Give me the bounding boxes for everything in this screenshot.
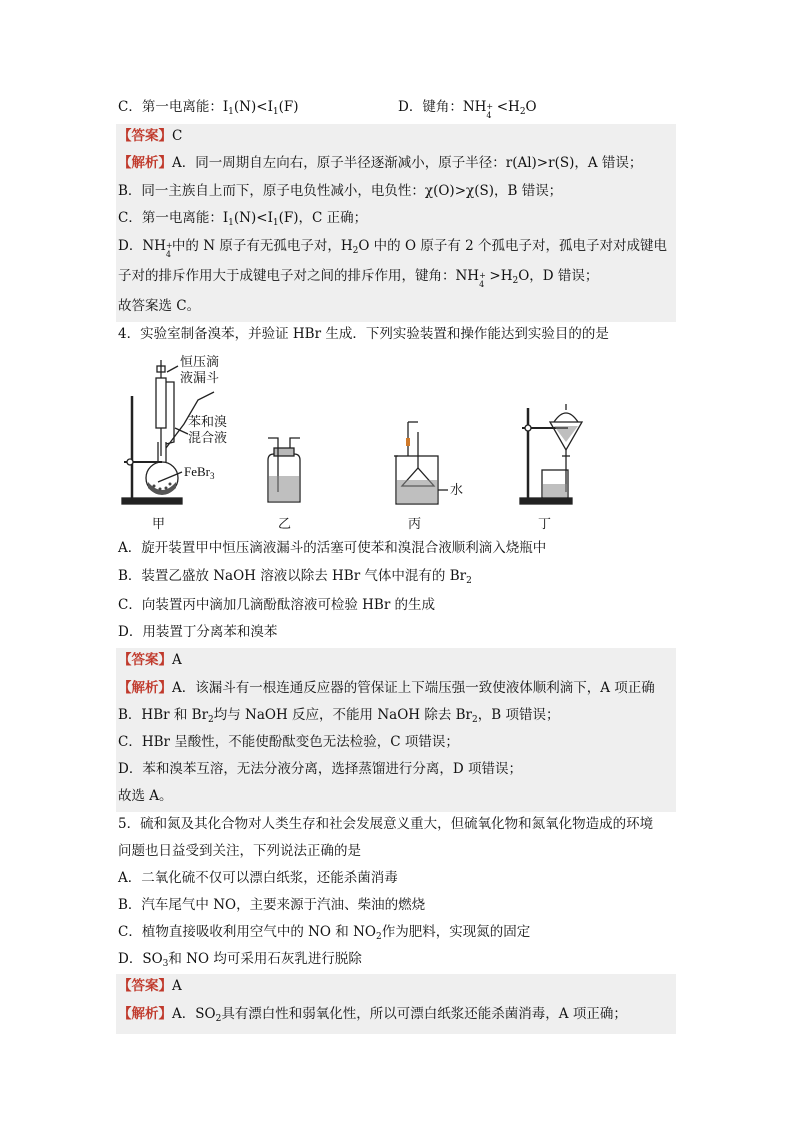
q3-analysis-b: B．同一主族自上而下，原子电负性减小，电负性：χ(O)>χ(S)，B 错误； — [118, 183, 563, 199]
q4-analysis-c: C．HBr 呈酸性，不能使酚酞变色无法检验，C 项错误； — [118, 734, 459, 750]
q5-stem-line2: 问题也日益受到关注，下列说法正确的是 — [118, 843, 361, 859]
label-water: 水 — [450, 482, 464, 497]
caption-yi: 乙 — [278, 516, 292, 531]
q5-analysis-a: 【解析】A．$SO_2$具有漂白性和弱氧化性，所以可漂白纸浆还能杀菌消毒，A 项正确； — [118, 1006, 627, 1024]
q5-option-d: D．$SO_3$和 NO 均可采用石灰乳进行脱除 — [118, 951, 362, 969]
q4-analysis-d: D．苯和溴苯互溶，无法分液分离，选择蒸馏进行分离，D 项错误； — [118, 761, 522, 777]
q5-option-c: C．植物直接吸收利用空气中的 NO 和 $NO_2$作为肥料，实现氮的固定 — [118, 924, 531, 942]
q4-answer-block — [116, 648, 676, 812]
caption-jia: 甲 — [152, 516, 166, 531]
label-mixture-line1: 苯和溴 — [188, 414, 228, 429]
q4-stem: 4．实验室制备溴苯，并验证 HBr 生成．下列实验装置和操作能达到实验目的的是 — [118, 326, 609, 342]
q3-analysis-c: C．第一电离能：$I_1(N)<I_1(F)$，C 正确； — [118, 210, 368, 228]
q3-option-c: C．第一电离能：$I_1(N)<I_1(F)$ — [118, 99, 299, 117]
apparatus-drawing — [118, 352, 678, 534]
q5-answer: 【答案】A — [118, 978, 182, 994]
q4-analysis-b: B．HBr 和 $Br_2$均与 NaOH 反应，不能用 NaOH 除去 $Br_2$，B 项错误； — [118, 707, 560, 725]
q4-conclusion: 故选 A。 — [118, 788, 173, 804]
label-mixture-line2: 混合液 — [188, 430, 228, 445]
q4-option-a: A．旋开装置甲中恒压滴液漏斗的活塞可使苯和溴混合液顺利滴入烧瓶中 — [118, 540, 547, 556]
q3-analysis-a: 【解析】A．同一周期自左向右，原子半径逐渐减小，原子半径：r(Al)>r(S)，A 错误； — [118, 155, 643, 171]
q3-analysis-d2: 子对的排斥作用大于成键电子对之间的排斥作用，键角：NH + 4 $>H_2O$，D 错误； — [118, 268, 599, 289]
q3-analysis-d1: D．NH + 4 中的 N 原子有无孤电子对，$H_2O$ 中的 O 原子有 2 个孤电子对，孤电子对对成键电 — [118, 238, 668, 259]
q5-option-a: A．二氧化硫不仅可以漂白纸浆，还能杀菌消毒 — [118, 870, 398, 886]
q4-answer: 【答案】A — [118, 652, 182, 668]
label-funnel-line2: 液漏斗 — [180, 370, 220, 385]
q4-option-b: B．装置乙盛放 NaOH 溶液以除去 HBr 气体中混有的 $Br_2$ — [118, 568, 472, 586]
q4-option-d: D．用装置丁分离苯和溴苯 — [118, 624, 278, 640]
q4-option-c: C．向装置丙中滴加几滴酚酞溶液可检验 HBr 的生成 — [118, 597, 436, 613]
caption-ding: 丁 — [538, 516, 552, 531]
q5-stem-line1: 5．硫和氮及其化合物对人类生存和社会发展意义重大，但硫氧化物和氮氧化物造成的环境 — [118, 816, 654, 832]
caption-bing: 丙 — [408, 516, 422, 531]
q3-answer: 【答案】C — [118, 128, 183, 144]
q3-option-d: D．键角：NH + 4 $<H_2O$ — [398, 99, 537, 120]
label-funnel-line1: 恒压滴 — [180, 354, 220, 369]
q4-analysis-a: 【解析】A．该漏斗有一根连通反应器的管保证上下端压强一致使液体顺利滴下，A 项正确 — [118, 680, 655, 696]
label-catalyst: FeBr$_3$ — [184, 464, 215, 481]
q5-option-b: B．汽车尾气中 NO，主要来源于汽油、柴油的燃烧 — [118, 897, 426, 913]
q3-conclusion: 故答案选 C。 — [118, 298, 201, 314]
apparatus-figure — [118, 352, 678, 534]
